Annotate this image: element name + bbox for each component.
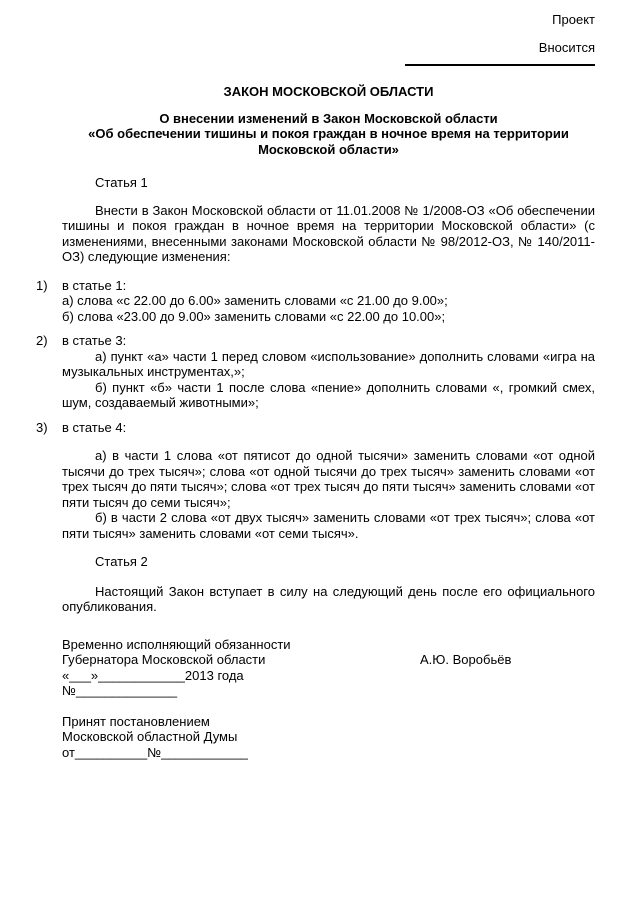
signature-number-blank-line: №______________ [62, 683, 178, 698]
submitted-blank-underline [405, 55, 595, 66]
item-title: в статье 3: [62, 333, 127, 348]
item-subitem: а) пункт «а» части 1 перед словом «использование» дополнить словами «игра на музыкальных инструментах,»; [62, 348, 595, 379]
signature-block [62, 637, 595, 699]
article-2-heading: Статья 2 [95, 554, 148, 569]
amendment-item-3 [36, 419, 595, 542]
item-subitem: б) в части 2 слова «от двух тысяч» заменить словами «от трех тысяч»; слова «от пяти тысяч» заменить словами «от семи тысяч». [62, 510, 595, 541]
amendment-item-2 [36, 333, 595, 411]
item-number: 2) [36, 333, 48, 348]
item-subitem: а) в части 1 слова «от пятисот до одной тысячи» заменить словами «от одной тысячи до трех тысяч»; слова «от одной тысячи до трех тысяч» заменить словами «от трех тысяч до пяти тысяч»; слова «от трех тысяч до пяти тысяч» заменить словами «от пяти тысяч до семи тысяч»; [62, 448, 595, 510]
submitted-label: Вносится [538, 39, 595, 55]
document-header-right [62, 12, 595, 66]
article-1-heading: Статья 1 [95, 175, 148, 190]
item-subitem: а) слова «с 22.00 до 6.00» заменить словами «с 21.00 до 9.00»; [62, 293, 448, 308]
document-title: ЗАКОН МОСКОВСКОЙ ОБЛАСТИ [223, 84, 434, 99]
signatory-name: А.Ю. Воробьёв [420, 652, 512, 667]
item-title: в статье 1: [62, 277, 127, 293]
document-subtitle-line-3: Московской области» [258, 141, 399, 157]
signatory-position-line-2: Губернатора Московской области [62, 652, 266, 667]
item-number: 1) [36, 277, 48, 293]
item-number: 3) [36, 419, 48, 435]
adoption-block [62, 714, 595, 761]
adoption-line-2: Московской областной Думы [62, 729, 238, 744]
article-2-body: Настоящий Закон вступает в силу на следующий день после его официального опубликования. [62, 583, 595, 614]
adoption-line-1: Принят постановлением [62, 713, 210, 729]
adoption-blank-line: от__________№____________ [62, 744, 248, 760]
signatory-position-line-1: Временно исполняющий обязанности [62, 636, 291, 652]
item-title: в статье 4: [62, 419, 127, 435]
draft-label: Проект [552, 12, 595, 27]
amendment-item-1 [36, 277, 595, 325]
document-subtitle-line-1: О внесении изменений в Закон Московской области [159, 110, 498, 126]
article-1-intro: Внести в Закон Московской области от 11.01.2008 № 1/2008-ОЗ «Об обеспечении тишины и покоя граждан в ночное время на территории Московской области» (с изменениями, внесенными законами Московской области № 98/2012-ОЗ, № 140/2011-ОЗ) следующие изменения: [62, 202, 595, 264]
item-subitem: б) слова «23.00 до 9.00» заменить словами «с 22.00 до 10.00»; [62, 308, 446, 324]
signature-date-blank-line: «___»____________2013 года [62, 667, 244, 683]
document-subtitle-line-2: «Об обеспечении тишины и покоя граждан в ночное время на территории [88, 126, 569, 141]
item-subitem: б) пункт «б» части 1 после слова «пение» дополнить словами «, громкий смех, шум, создаваемый животными»; [62, 379, 595, 410]
